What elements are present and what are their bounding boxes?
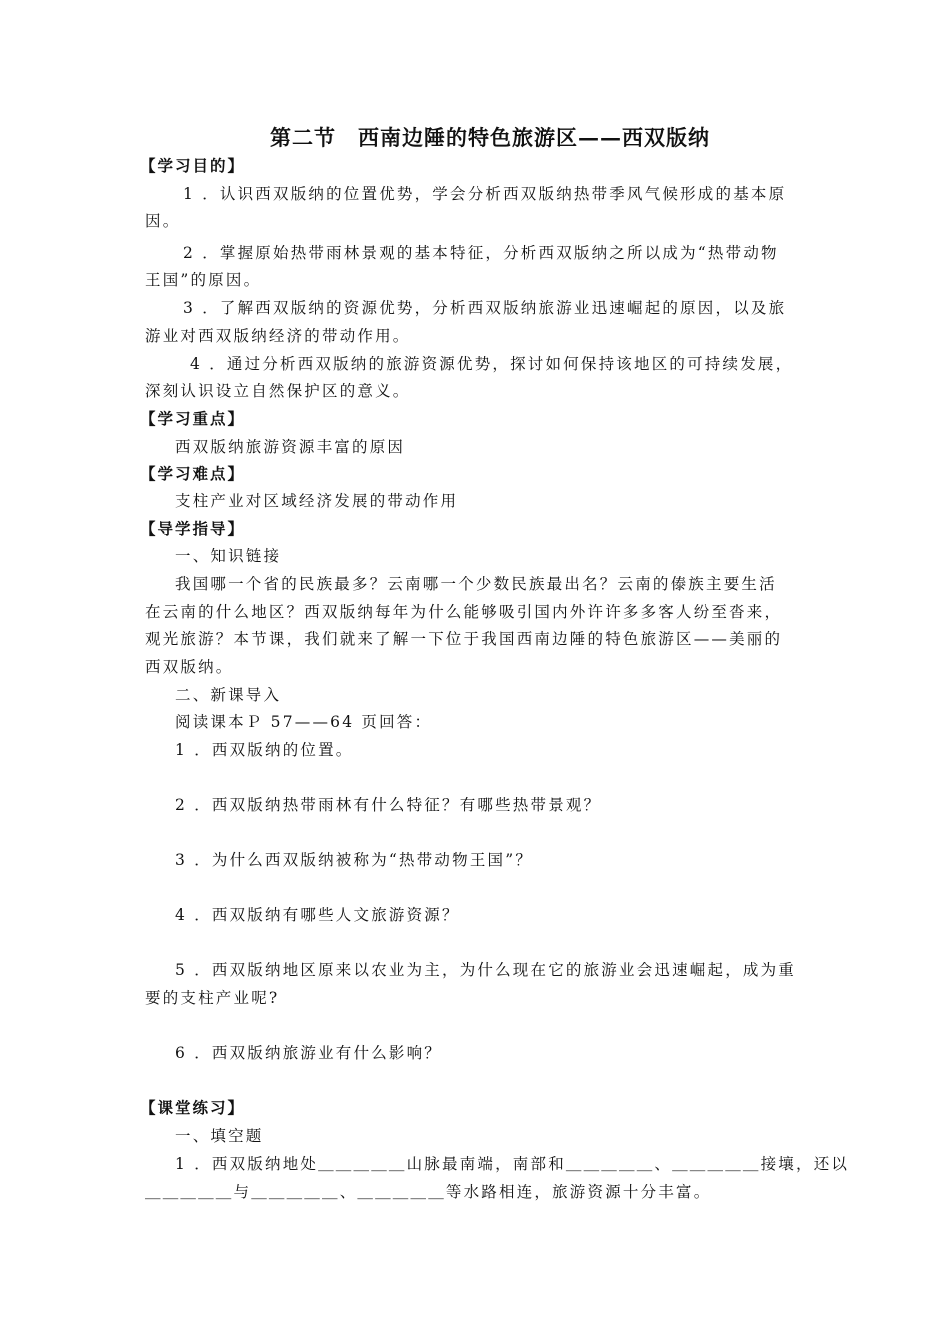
fill-question-1-line-2: ＿＿＿＿＿与＿＿＿＿＿、＿＿＿＿＿等水路相连，旅游资源十分丰富。 [145, 1183, 712, 1201]
difficulty-header: 【学习难点】 [140, 464, 246, 483]
question-6: 6 ．西双版纳旅游业有什么影响？ [175, 1044, 442, 1062]
question-5-line-2: 要的支柱产业呢? [145, 989, 280, 1007]
objective-2-line-2: 王国”的原因。 [145, 271, 262, 289]
guide-section-1: 一、知识链接 [175, 547, 282, 565]
question-2: 2 ．西双版纳热带雨林有什么特征？有哪些热带景观？ [175, 796, 602, 814]
reading-instruction: 阅读课本Ｐ 57——64 页回答： [175, 713, 433, 731]
question-1: 1 ．西双版纳的位置。 [175, 741, 354, 759]
focus-header: 【学习重点】 [140, 409, 246, 428]
guide-paragraph-line-2: 在云南的什么地区？西双版纳每年为什么能够吸引国内外许许多多客人纷至沓来， [145, 603, 783, 621]
guide-header: 【导学指导】 [140, 519, 246, 538]
objectives-header: 【学习目的】 [140, 156, 246, 175]
fill-question-1-line-1: 1 ．西双版纳地处＿＿＿＿＿山脉最南端，南部和＿＿＿＿＿、＿＿＿＿＿接壤，还以 [175, 1155, 850, 1173]
objective-2-line-1: 2 ．掌握原始热带雨林景观的基本特征，分析西双版纳之所以成为“热带动物 [183, 244, 779, 262]
guide-paragraph-line-3: 观光旅游？本节课，我们就来了解一下位于我国西南边陲的特色旅游区——美丽的 [145, 630, 783, 648]
guide-section-2: 二、新课导入 [175, 686, 282, 704]
question-4: 4 ．西双版纳有哪些人文旅游资源？ [175, 906, 460, 924]
practice-section-1: 一、填空题 [175, 1127, 264, 1145]
objective-4-line-2: 深刻认识设立自然保护区的意义。 [145, 382, 411, 400]
objective-4-line-1: 4 ．通过分析西双版纳的旅游资源优势，探讨如何保持该地区的可持续发展， [190, 355, 794, 373]
objective-1-line-1: 1 ．认识西双版纳的位置优势，学会分析西双版纳热带季风气候形成的基本原 [183, 185, 787, 203]
guide-paragraph-line-1: 我国哪一个省的民族最多？云南哪一个少数民族最出名？云南的傣族主要生活 [175, 575, 777, 593]
focus-text: 西双版纳旅游资源丰富的原因 [175, 438, 406, 456]
question-3: 3 ．为什么西双版纳被称为“热带动物王国”？ [175, 851, 534, 869]
question-5-line-1: 5 ．西双版纳地区原来以农业为主，为什么现在它的旅游业会迅速崛起，成为重 [175, 961, 796, 979]
guide-paragraph-line-4: 西双版纳。 [145, 658, 234, 676]
page-title: 第二节 西南边陲的特色旅游区——西双版纳 [270, 125, 710, 150]
objective-3-line-2: 游业对西双版纳经济的带动作用。 [145, 327, 411, 345]
objective-1-line-2: 因。 [145, 212, 181, 230]
practice-header: 【课堂练习】 [140, 1098, 246, 1117]
difficulty-text: 支柱产业对区域经济发展的带动作用 [175, 492, 459, 510]
objective-3-line-1: 3 ．了解西双版纳的资源优势，分析西双版纳旅游业迅速崛起的原因，以及旅 [183, 299, 787, 317]
